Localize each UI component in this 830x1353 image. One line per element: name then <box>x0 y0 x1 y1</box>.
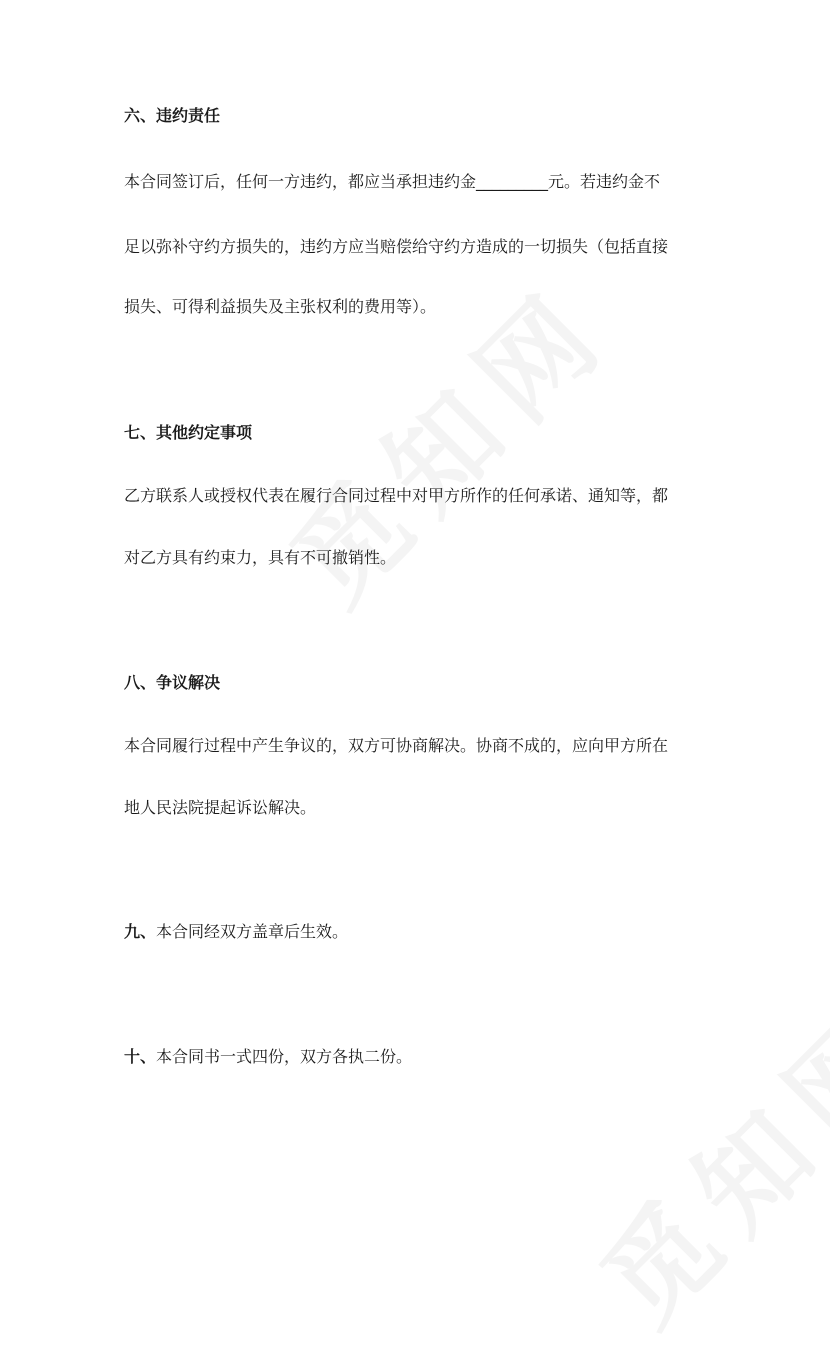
paragraph-line: 足以弥补守约方损失的，违约方应当赔偿给守约方造成的一切损失（包括直接 <box>124 237 669 256</box>
clause-number: 九、 <box>124 922 157 941</box>
clause-line <box>124 1047 412 1067</box>
section-heading: 七、其他约定事项 <box>124 423 253 442</box>
clause-text: 本合同经双方盖章后生效。 <box>156 922 349 941</box>
clause-line <box>124 922 348 942</box>
paragraph-line: 本合同签订后，任何一方违约，都应当承担违约金_________元。若违约金不 <box>124 172 661 191</box>
paragraph-line: 本合同履行过程中产生争议的，双方可协商解决。协商不成的，应向甲方所在 <box>124 736 669 755</box>
paragraph-line: 损失、可得利益损失及主张权利的费用等）。 <box>124 297 437 316</box>
paragraph-line: 地人民法院提起诉讼解决。 <box>124 798 317 817</box>
paragraph-line: 对乙方具有约束力，具有不可撤销性。 <box>124 548 397 567</box>
clause-number: 十、 <box>124 1047 157 1066</box>
section-heading: 八、争议解决 <box>124 673 221 692</box>
clause-text: 本合同书一式四份，双方各执二份。 <box>156 1047 413 1066</box>
paragraph-line: 乙方联系人或授权代表在履行合同过程中对甲方所作的任何承诺、通知等，都 <box>124 486 669 505</box>
watermark <box>561 965 830 1352</box>
section-heading: 六、违约责任 <box>124 106 221 125</box>
